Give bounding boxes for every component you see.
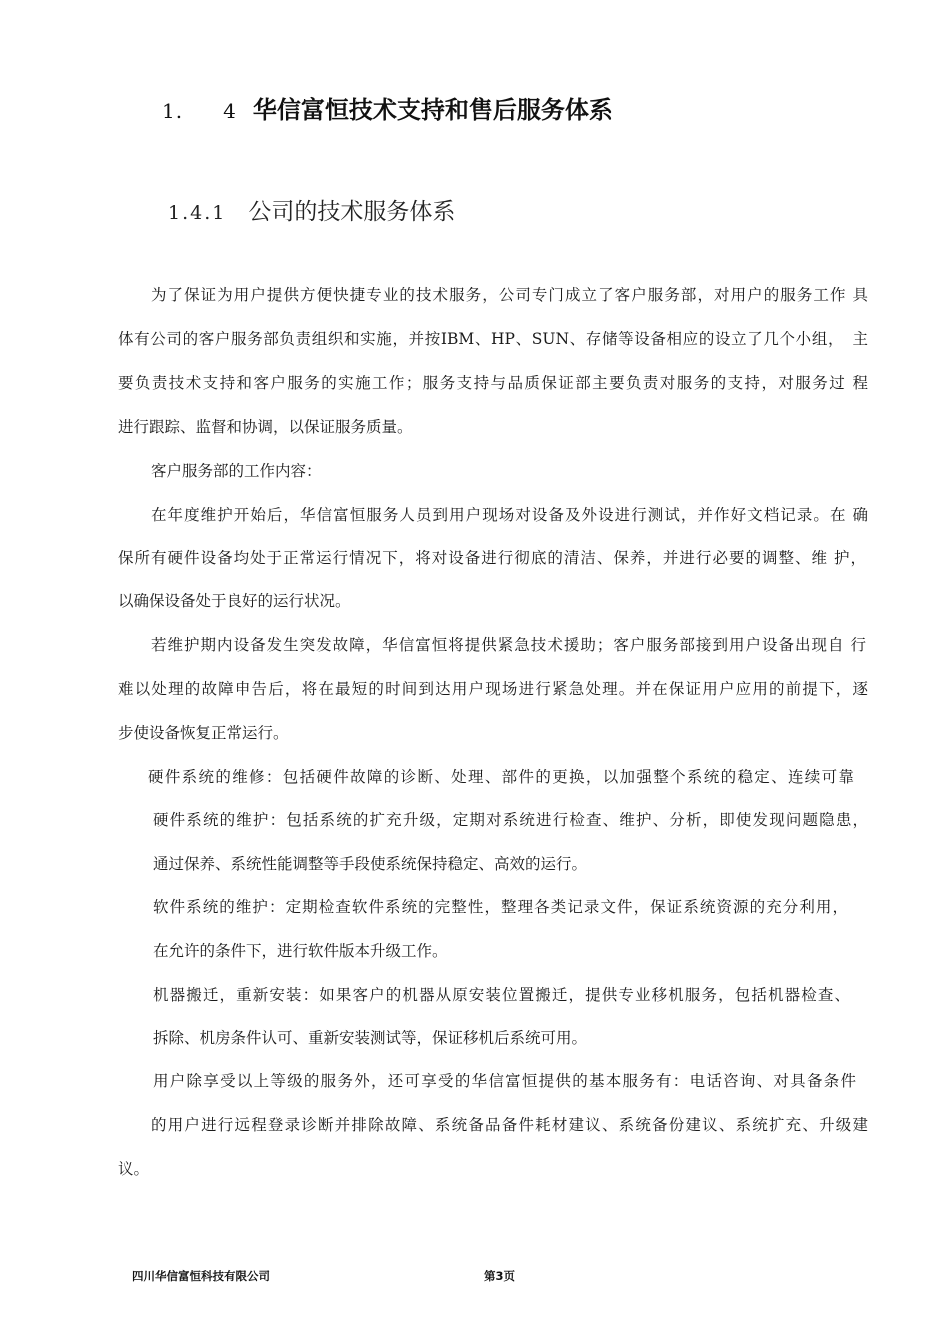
body-line: 保所有硬件设备均处于正常运行情况下，将对设备进行彻底的清洁、保养，并进行必要的调整、维 护，	[118, 549, 866, 567]
subsection-title: 公司的技术服务体系	[248, 199, 456, 225]
body-line: 体有公司的客户服务部负责组织和实施，并按IBM、HP、SUN、存储等设备相应的设立了几个小组， 主	[118, 330, 868, 348]
body-line: 机器搬迁，重新安装：如果客户的机器从原安装位置搬迁，提供专业移机服务，包括机器检查、	[153, 986, 850, 1004]
body-line: 用户除享受以上等级的服务外，还可享受的华信富恒提供的基本服务有：电话咨询、对具备条件	[153, 1072, 856, 1090]
body-line: 难以处理的故障申告后，将在最短的时间到达用户现场进行紧急处理。并在保证用户应用的前提下，逐	[118, 680, 868, 698]
body-line: 硬件系统的维护：包括系统的扩充升级，定期对系统进行检查、维护、分析，即使发现问题隐患，	[153, 811, 868, 829]
body-line: 以确保设备处于良好的运行状况。	[118, 592, 351, 610]
body-line: 的用户进行远程登录诊断并排除故障、系统备品备件耗材建议、系统备份建议、系统扩充、升级建	[151, 1116, 868, 1134]
subsection-heading	[168, 194, 455, 230]
body-line: 在年度维护开始后，华信富恒服务人员到用户现场对设备及外设进行测试，并作好文档记录。在 确	[151, 506, 868, 524]
body-line: 若维护期内设备发生突发故障，华信富恒将提供紧急技术援助；客户服务部接到用户设备出现自 行	[151, 636, 866, 654]
body-line: 拆除、机房条件认可、重新安装测试等，保证移机后系统可用。	[153, 1029, 588, 1047]
subsection-number: 1.4.1	[168, 202, 227, 224]
footer-company: 四川华信富恒科技有限公司	[132, 1269, 270, 1283]
body-line: 为了保证为用户提供方便快捷专业的技术服务，公司专门成立了客户服务部，对用户的服务工作 具	[151, 286, 868, 304]
section-number-major: 1.	[162, 99, 184, 123]
body-line: 客户服务部的工作内容：	[151, 462, 322, 480]
body-line: 软件系统的维护：定期检查软件系统的完整性，整理各类记录文件，保证系统资源的充分利用，	[153, 898, 848, 916]
body-line: 步使设备恢复正常运行。	[118, 724, 289, 742]
body-line: 进行跟踪、监督和协调，以保证服务质量。	[118, 418, 413, 436]
body-line: 硬件系统的维修：包括硬件故障的诊断、处理、部件的更换，以加强整个系统的稳定、连续可靠	[148, 768, 854, 786]
section-heading	[162, 90, 613, 130]
body-line: 通过保养、系统性能调整等手段使系统保持稳定、高效的运行。	[153, 855, 588, 873]
body-line: 议。	[118, 1160, 150, 1178]
section-number-minor: 4	[223, 99, 237, 123]
footer-page-number: 第3页	[484, 1269, 516, 1283]
section-title: 华信富恒技术支持和售后服务体系	[252, 96, 613, 124]
body-line: 要负责技术支持和客户服务的实施工作；服务支持与品质保证部主要负责对服务的支持，对服务过 程	[118, 374, 868, 392]
body-line: 在允许的条件下，进行软件版本升级工作。	[153, 942, 448, 960]
